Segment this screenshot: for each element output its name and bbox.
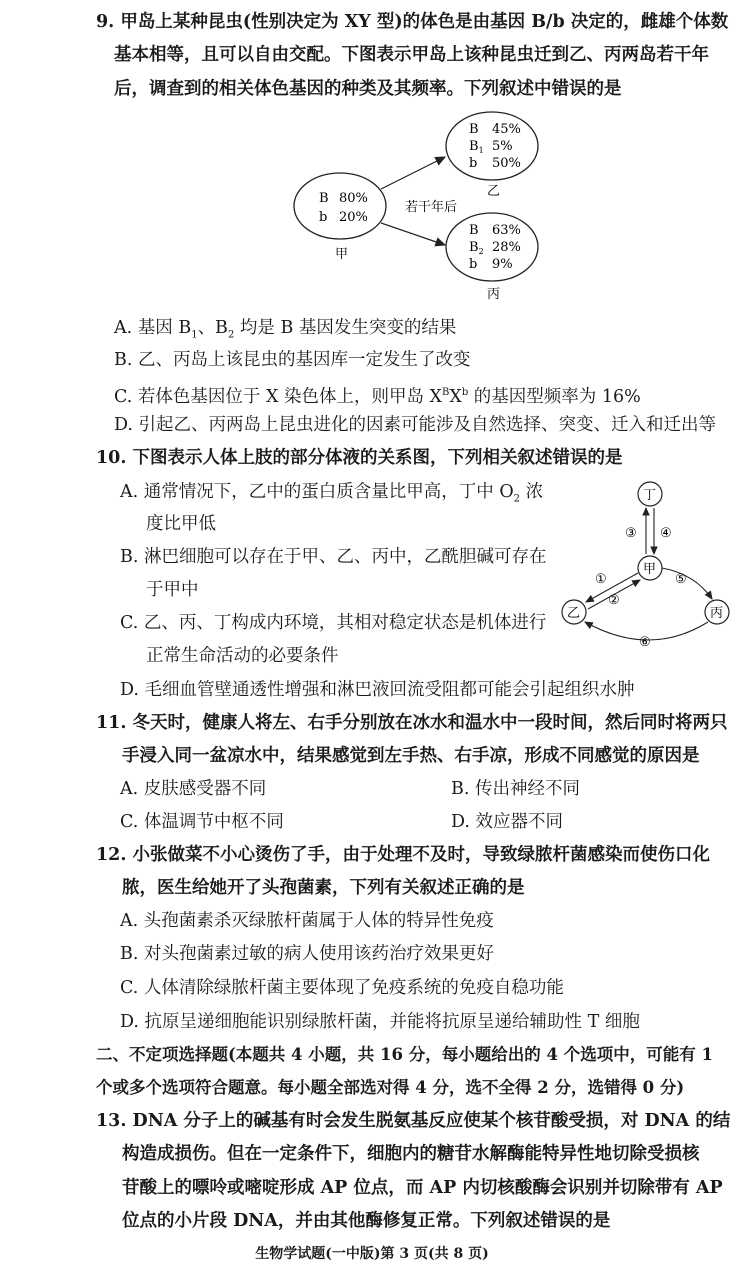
jia-gene-1: B bbox=[319, 191, 329, 206]
ding-label: 丁 bbox=[643, 488, 657, 503]
q9-option-a: A. 基因 $B_1$、$B_2$ 均是 B 基因发生突变的结果 bbox=[114, 318, 457, 341]
q9-option-d: D. 引起乙、丙两岛上昆虫进化的因素可能涉及自然选择、突变、迁入和迁出等 bbox=[114, 415, 717, 435]
label-6: ⑥ bbox=[639, 635, 651, 650]
q12-option-c: C. 人体清除绿脓杆菌主要体现了免疫系统的免疫自稳功能 bbox=[120, 978, 564, 998]
bing-freq-1: 63% bbox=[492, 223, 521, 238]
yi-freq-2: 5% bbox=[492, 139, 513, 154]
yi-node-label: 乙 bbox=[567, 606, 581, 621]
q10-option-a-cont: 度比甲低 bbox=[146, 514, 216, 534]
bing-gene-1: B bbox=[469, 223, 479, 238]
yi-freq-3: 50% bbox=[492, 156, 521, 171]
jia-node-label: 甲 bbox=[643, 562, 657, 577]
yi-gene-1: B bbox=[469, 122, 479, 137]
label-5: ⑤ bbox=[675, 572, 687, 587]
arrow-label: 若干年后 bbox=[405, 200, 458, 215]
q9-line-2: 基本相等，且可以自由交配。下图表示甲岛上该种昆虫迁到乙、丙两岛若干年 bbox=[114, 45, 709, 65]
q10-option-c-cont: 正常生命活动的必要条件 bbox=[146, 646, 339, 666]
q12-option-a: A. 头孢菌素杀灭绿脓杆菌属于人体的特异性免疫 bbox=[120, 911, 494, 931]
q13-line-3: 苷酸上的嘌呤或嘧啶形成 AP 位点，而 AP 内切核酸酶会识别并切除带有 AP bbox=[122, 1178, 723, 1198]
q11-option-a: A. 皮肤感受器不同 bbox=[120, 779, 267, 799]
q13-line-1: 13. DNA 分子上的碱基有时会发生脱氨基反应使某个核苷酸受损，对 DNA 的结 bbox=[96, 1111, 731, 1131]
bing-label: 丙 bbox=[487, 287, 501, 302]
jia-island-ellipse bbox=[294, 173, 386, 239]
q11-option-b: B. 传出神经不同 bbox=[451, 779, 580, 799]
q12-option-d: D. 抗原呈递细胞能识别绿脓杆菌，并能将抗原呈递给辅助性 T 细胞 bbox=[120, 1012, 640, 1032]
q10-option-b: B. 淋巴细胞可以存在于甲、乙、丙中，乙酰胆碱可存在 bbox=[120, 547, 547, 567]
bing-freq-2: 28% bbox=[492, 240, 521, 255]
q9-option-b: B. 乙、丙岛上该昆虫的基因库一定发生了改变 bbox=[114, 350, 471, 370]
q11-line-1: 11. 冬天时，健康人将左、右手分别放在冰水和温水中一段时间，然后同时将两只 bbox=[96, 713, 728, 733]
jia-gene-2: b bbox=[319, 210, 328, 225]
yi-gene-3: b bbox=[469, 156, 478, 171]
q9-line-3: 后，调查到的相关体色基因的种类及其频率。下列叙述中错误的是 bbox=[114, 79, 622, 99]
label-1: ① bbox=[595, 572, 607, 587]
bing-node-label: 丙 bbox=[710, 606, 724, 621]
bing-gene-3: b bbox=[469, 257, 478, 272]
q10-option-d: D. 毛细血管壁通透性增强和淋巴液回流受阻都可能会引起组织水肿 bbox=[120, 680, 635, 700]
q12-option-b: B. 对头孢菌素过敏的病人使用该药治疗效果更好 bbox=[120, 944, 494, 964]
q10-option-c: C. 乙、丙、丁构成内环境，其相对稳定状态是机体进行 bbox=[120, 613, 547, 633]
jia-freq-2: 20% bbox=[339, 210, 368, 225]
q12-line-2: 脓，医生给她开了头孢菌素，下列有关叙述正确的是 bbox=[122, 878, 525, 898]
section2-line-1: 二、不定项选择题(本题共 4 小题，共 16 分，每小题给出的 4 个选项中，可能有 1 bbox=[96, 1045, 713, 1064]
q9-option-c: C. 若体色基因位于 X 染色体上，则甲岛 $X^BX^b$ 的基因型频率为 16% bbox=[114, 386, 641, 407]
q12-line-1: 12. 小张做菜不小心烫伤了手，由于处理不及时，导致绿脓杆菌感染而使伤口化 bbox=[96, 845, 711, 865]
q11-option-c: C. 体温调节中枢不同 bbox=[120, 812, 284, 832]
bing-gene-2: $B_2$ bbox=[469, 240, 484, 256]
jia-label: 甲 bbox=[335, 247, 349, 262]
q11-option-d: D. 效应器不同 bbox=[451, 812, 564, 832]
q13-line-4: 位点的小片段 DNA，并由其他酶修复正常。下列叙述错误的是 bbox=[122, 1211, 611, 1231]
arrow-5 bbox=[662, 568, 712, 599]
label-4: ④ bbox=[660, 526, 672, 541]
q9-line-1: 9. 甲岛上某种昆虫(性别决定为 XY 型)的体色是由基因 B/b 决定的，雌雄个体数 bbox=[96, 12, 729, 32]
yi-freq-1: 45% bbox=[492, 122, 521, 137]
yi-gene-2: $B_1$ bbox=[469, 139, 484, 155]
bing-freq-3: 9% bbox=[492, 257, 513, 272]
yi-label: 乙 bbox=[487, 184, 501, 199]
page-footer: 生物学试题(一中版)第 3 页(共 8 页) bbox=[255, 1246, 489, 1262]
section2-line-2: 个或多个选项符合题意。每小题全部选对得 4 分，选不全得 2 分，选错得 0 分) bbox=[96, 1078, 685, 1097]
label-2: ② bbox=[608, 593, 620, 608]
q10-option-a: A. 通常情况下，乙中的蛋白质含量比甲高，丁中 $O_2$ 浓 bbox=[120, 482, 544, 505]
arrow-to-bing bbox=[381, 223, 445, 245]
jia-freq-1: 80% bbox=[339, 191, 368, 206]
q13-line-2: 构造成损伤。但在一定条件下，细胞内的糖苷水解酶能特异性地切除受损核 bbox=[122, 1144, 700, 1164]
arrow-to-yi bbox=[381, 157, 445, 189]
q10-stem: 10. 下图表示人体上肢的部分体液的关系图，下列相关叙述错误的是 bbox=[96, 448, 623, 468]
label-3: ③ bbox=[625, 526, 637, 541]
q9-gene-frequency-figure bbox=[285, 110, 565, 310]
q11-line-2: 手浸入同一盆凉水中，结果感觉到左手热、右手凉，形成不同感觉的原因是 bbox=[122, 746, 700, 766]
q10-option-b-cont: 于甲中 bbox=[146, 580, 199, 600]
q10-body-fluid-figure bbox=[555, 476, 735, 656]
